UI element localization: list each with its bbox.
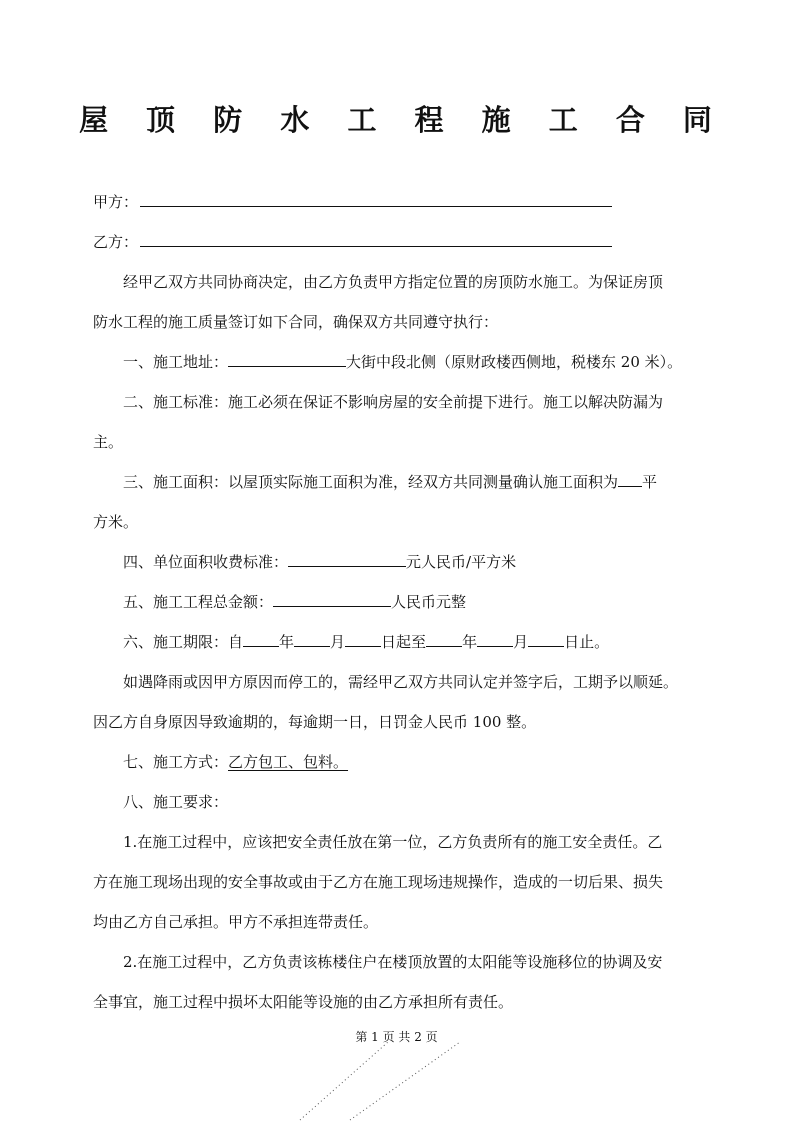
page-footer: 第 1 页 共 2 页: [355, 1030, 438, 1044]
item4-unit-price: [123, 552, 733, 572]
item1-prefix: 一、施工地址：: [123, 353, 229, 371]
party-a-blank[interactable]: [140, 192, 612, 207]
item3-blank[interactable]: [618, 472, 642, 487]
item3-area: [123, 472, 733, 492]
item6-year2: 年: [462, 633, 478, 651]
end-day-blank[interactable]: [528, 632, 564, 647]
intro-line-1: 经甲乙双方共同协商决定，由乙方负责甲方指定位置的房顶防水施工。为保证房顶: [123, 273, 664, 291]
document-title: 屋 顶 防 水 工 程 施 工 合 同: [79, 103, 726, 137]
item8-heading: 八、施工要求：: [123, 793, 229, 811]
item7-value: 乙方包工、包料。: [228, 753, 349, 771]
item6-period: [123, 632, 733, 652]
party-b-label: 乙方：: [93, 233, 139, 251]
item3-suffix: 平: [642, 473, 658, 491]
item2-line-2: 主。: [93, 433, 124, 451]
item5-suffix: 人民币元整: [391, 593, 467, 611]
item5-total: [123, 592, 733, 612]
req1-line-2: 方在施工现场出现的安全事故或由于乙方在施工现场违规操作，造成的一切后果、损失: [93, 873, 664, 891]
item6-year1: 年: [279, 633, 295, 651]
end-month-blank[interactable]: [477, 632, 513, 647]
start-month-blank[interactable]: [294, 632, 330, 647]
start-day-blank[interactable]: [345, 632, 381, 647]
intro-line-2: 防水工程的施工质量签订如下合同，确保双方共同遵守执行：: [93, 313, 499, 331]
item2-line-1: 二、施工标准：施工必须在保证不影响房屋的安全前提下进行。施工以解决防漏为: [123, 393, 664, 411]
item4-prefix: 四、单位面积收费标准：: [123, 553, 289, 571]
item4-blank[interactable]: [288, 552, 406, 567]
item3-line-2: 方米。: [93, 513, 139, 531]
req2-line-1: 2.在施工过程中，乙方负责该栋楼住户在楼顶放置的太阳能等设施移位的协调及安: [123, 953, 663, 971]
party-a-row: [93, 192, 612, 212]
item6-month1: 月: [330, 633, 346, 651]
item4-suffix: 元人民币/平方米: [406, 553, 517, 571]
party-b-blank[interactable]: [140, 232, 612, 247]
item3-prefix: 三、施工面积：以屋顶实际施工面积为准，经双方共同测量确认施工面积为: [123, 473, 619, 491]
item6-month2: 月: [513, 633, 529, 651]
party-b-row: [93, 232, 612, 252]
req1-line-3: 均由乙方自己承担。甲方不承担连带责任。: [93, 913, 379, 931]
item1-suffix: 大街中段北侧（原财政楼西侧地，税楼东 20 米）。: [346, 353, 683, 371]
item6-day2: 日止。: [564, 633, 610, 651]
item6-prefix: 六、施工期限：自: [123, 633, 244, 651]
item5-prefix: 五、施工工程总金额：: [123, 593, 274, 611]
dotted-lines-decoration: [290, 1040, 470, 1122]
item7-prefix: 七、施工方式：: [123, 753, 229, 771]
item1-blank[interactable]: [228, 352, 346, 367]
req1-line-1: 1.在施工过程中，应该把安全责任放在第一位，乙方负责所有的施工安全责任。乙: [123, 833, 663, 851]
item1-address: [123, 352, 733, 372]
start-year-blank[interactable]: [243, 632, 279, 647]
item7-method: [123, 752, 733, 772]
item6-day1: 日起至: [381, 633, 427, 651]
item5-blank[interactable]: [273, 592, 391, 607]
end-year-blank[interactable]: [426, 632, 462, 647]
party-a-label: 甲方：: [93, 193, 139, 211]
req2-line-2: 全事宜，施工过程中损坏太阳能等设施的由乙方承担所有责任。: [93, 993, 514, 1011]
delay-line-2: 因乙方自身原因导致逾期的，每逾期一日，日罚金人民币 100 整。: [93, 713, 537, 731]
delay-line-1: 如遇降雨或因甲方原因而停工的，需经甲乙双方共同认定并签字后，工期予以顺延。: [123, 673, 679, 691]
